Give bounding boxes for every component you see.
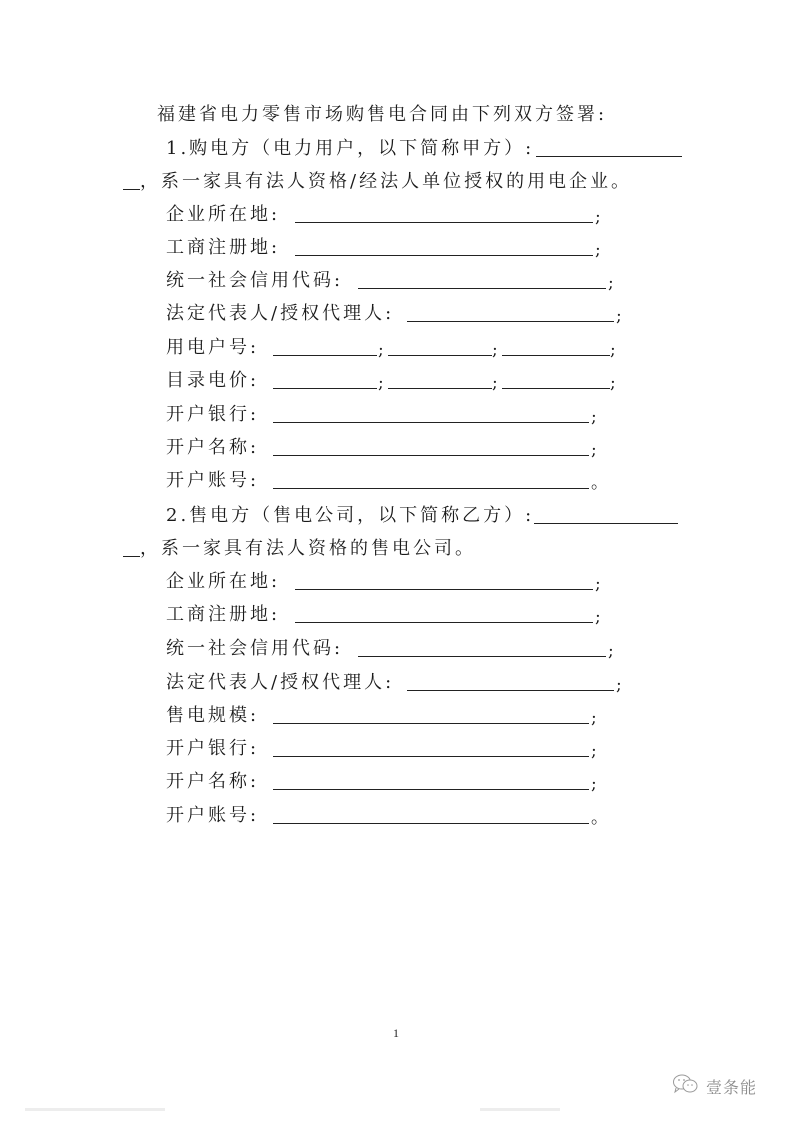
party-a-field-label: 用电户号: (166, 337, 260, 358)
party-b-representative-blank[interactable] (407, 690, 614, 691)
party-a-name-blank[interactable] (536, 156, 682, 157)
party-b-name-blank-cont[interactable] (123, 556, 140, 557)
field-end: ; (595, 574, 601, 594)
party-b-field-label: 开户名称: (166, 771, 260, 792)
party-a-bank-blank[interactable] (273, 422, 589, 423)
field-separator: ; (492, 373, 498, 393)
party-a-field-label: 开户账号: (166, 470, 260, 491)
party-b-field-label: 开户账号: (166, 805, 260, 826)
party-b-credit-code-blank[interactable] (358, 656, 606, 657)
field-separator: ; (378, 340, 384, 360)
party-a-field-label: 法定代表人/授权代理人: (166, 303, 395, 324)
party-a-representative-blank[interactable] (407, 321, 614, 322)
party-b-field-label: 法定代表人/授权代理人: (166, 672, 395, 693)
party-a-account-no-blank-2[interactable] (388, 355, 492, 356)
field-end: ; (595, 607, 601, 627)
party-b-account-number-blank[interactable] (273, 823, 589, 824)
party-a-name-blank-cont[interactable] (123, 189, 140, 190)
party-a-field-label: 开户银行: (166, 404, 260, 425)
party-a-registration-blank[interactable] (295, 255, 593, 256)
field-end: ; (616, 675, 622, 695)
party-a-credit-code-blank[interactable] (358, 288, 606, 289)
intro-text: 福建省电力零售市场购售电合同由下列双方签署: (157, 104, 608, 125)
party-b-sales-scale-blank[interactable] (273, 723, 589, 724)
field-end: ; (591, 741, 597, 761)
party-a-tariff-blank-1[interactable] (273, 388, 377, 389)
party-a-account-name-blank[interactable] (273, 455, 589, 456)
field-end: ; (591, 407, 597, 427)
field-end: ; (608, 273, 614, 293)
watermark-text: 壹条能 (706, 1077, 758, 1097)
field-end: ; (610, 340, 616, 360)
party-b-location-blank[interactable] (295, 589, 593, 590)
party-b-field-label: 开户银行: (166, 738, 260, 759)
field-end: ; (591, 774, 597, 794)
field-end: ; (610, 373, 616, 393)
scan-noise (480, 1108, 560, 1111)
party-a-account-no-blank-1[interactable] (273, 355, 377, 356)
party-b-heading: 2.售电方（售电公司，以下简称乙方）: (166, 505, 535, 526)
field-separator: ; (492, 340, 498, 360)
party-b-field-label: 统一社会信用代码: (166, 638, 344, 659)
wechat-icon (672, 1073, 700, 1099)
field-end: ; (608, 641, 614, 661)
field-end: 。 (591, 473, 608, 493)
party-b-bank-blank[interactable] (273, 756, 589, 757)
field-end: ; (591, 708, 597, 728)
field-end: 。 (591, 808, 608, 828)
watermark (672, 1073, 757, 1099)
party-a-field-label: 企业所在地: (166, 204, 281, 225)
party-b-name-blank[interactable] (534, 523, 678, 524)
party-b-field-label: 工商注册地: (166, 604, 281, 625)
party-b-account-name-blank[interactable] (273, 789, 589, 790)
party-a-field-label: 工商注册地: (166, 237, 281, 258)
party-b-field-label: 售电规模: (166, 705, 260, 726)
party-b-registration-blank[interactable] (295, 622, 593, 623)
field-end: ; (616, 306, 622, 326)
party-a-continuation: ，系一家具有法人资格/经法人单位授权的用电企业。 (140, 171, 633, 192)
field-end: ; (591, 440, 597, 460)
party-a-tariff-blank-3[interactable] (502, 388, 610, 389)
party-a-account-no-blank-3[interactable] (502, 355, 610, 356)
party-b-field-label: 企业所在地: (166, 571, 281, 592)
page-number: 1 (393, 1026, 399, 1040)
party-a-tariff-blank-2[interactable] (388, 388, 492, 389)
scan-noise (25, 1108, 165, 1111)
party-b-continuation: ，系一家具有法人资格的售电公司。 (140, 538, 476, 559)
party-a-field-label: 统一社会信用代码: (166, 270, 344, 291)
field-end: ; (595, 207, 601, 227)
party-a-account-number-blank[interactable] (273, 488, 589, 489)
party-a-heading: 1.购电方（电力用户，以下简称甲方）: (166, 138, 535, 159)
field-separator: ; (378, 373, 384, 393)
field-end: ; (595, 240, 601, 260)
party-a-field-label: 开户名称: (166, 437, 260, 458)
party-a-field-label: 目录电价: (166, 370, 260, 391)
party-a-location-blank[interactable] (295, 222, 593, 223)
